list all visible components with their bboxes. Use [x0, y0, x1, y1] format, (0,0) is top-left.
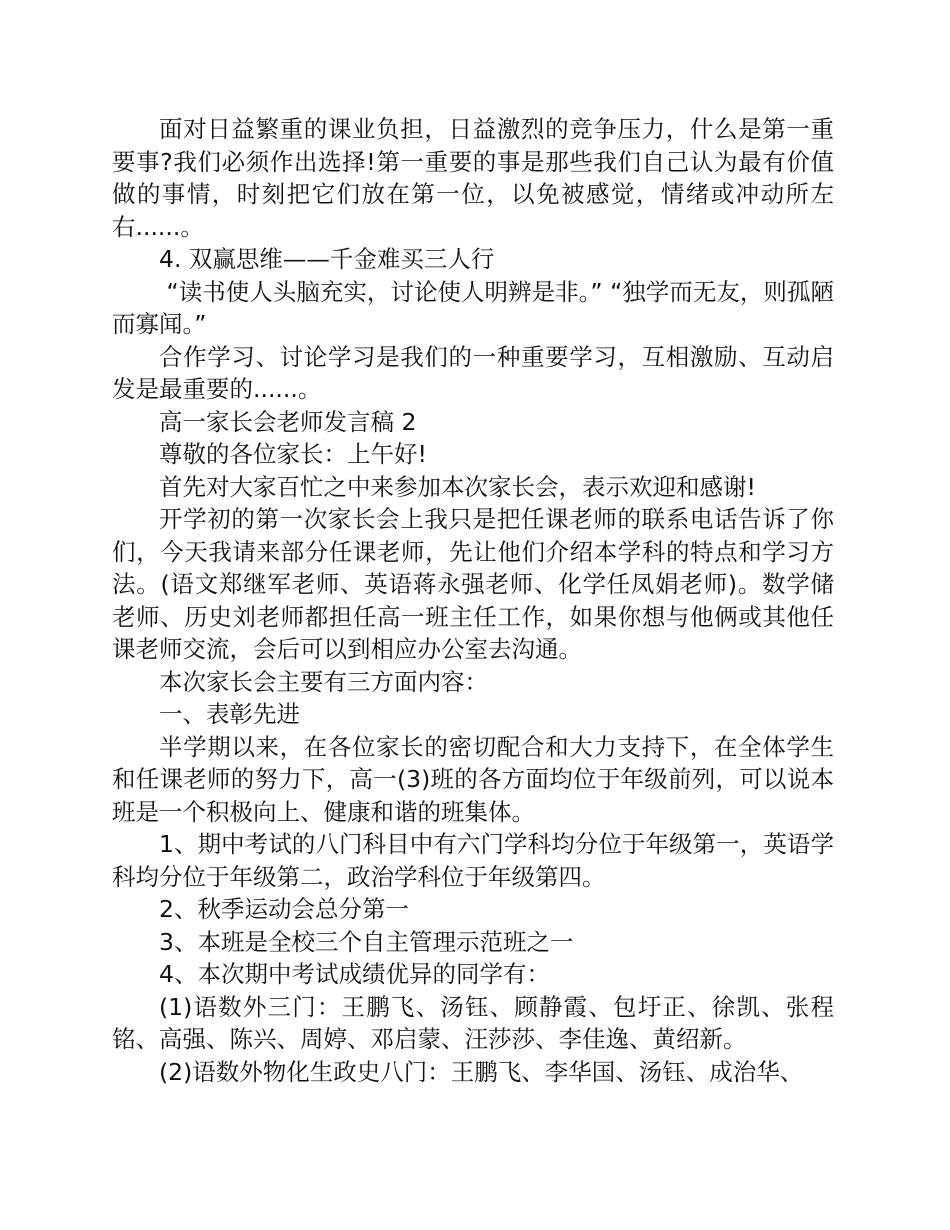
list-item: 4、本次期中考试成绩优异的同学有：: [159, 960, 550, 988]
list-item: 2、秋季运动会总分第一: [159, 895, 409, 923]
list-item: (1)语数外三门：王鹏飞、汤钰、顾静霞、包圩正、徐凯、张程铭、高强、陈兴、周婷、邓启蒙、汪莎莎、李佳逸、黄绍新。: [112, 992, 834, 1053]
section-heading: 4. 双赢思维——千金难买三人行: [159, 245, 495, 273]
document-page: [112, 113, 834, 1088]
list-item: 1、期中考试的八门科目中有六门学科均分位于年级第一，英语学科均分位于年级第二，政治学科位于年级第四。: [112, 830, 834, 891]
document-title: 高一家长会老师发言稿 2: [159, 407, 417, 436]
paragraph: 首先对大家百忙之中来参加本次家长会，表示欢迎和感谢!: [159, 472, 756, 501]
paragraph: 半学期以来，在各位家长的密切配合和大力支持下，在全体学生和任课老师的努力下，高一(3)班的各方面均位于年级前列，可以说本班是一个积极向上、健康和谐的班集体。: [112, 732, 834, 826]
list-item: 3、本班是全校三个自主管理示范班之一: [159, 927, 574, 956]
section-heading: 一、表彰先进: [159, 700, 300, 728]
paragraph: 面对日益繁重的课业负担，日益激烈的竞争压力，什么是第一重要事?我们必须作出选择!第一重要的事是那些我们自己认为最有价值做的事情，时刻把它们放在第一位，以免被感觉，情绪或冲动所左右......。: [112, 115, 834, 241]
paragraph: 合作学习、讨论学习是我们的一种重要学习，互相激励、互动启发是最重要的......。: [112, 342, 834, 403]
greeting: 尊敬的各位家长：上午好!: [159, 440, 427, 468]
list-item: (2)语数外物化生政史八门：王鹏飞、李华国、汤钰、成治华、: [159, 1057, 804, 1086]
quote-paragraph: “读书使人头脑充实，讨论使人明辨是非。” “独学而无友，则孤陋而寡闻。”: [112, 277, 834, 338]
paragraph: 开学初的第一次家长会上我只是把任课老师的联系电话告诉了你们，今天我请来部分任课老师，先让他们介绍本学科的特点和学习方法。(语文郑继军老师、英语蒋永强老师、化学任凤娟老师)。数学储老师、历史刘老师都担任高一班主任工作，如果你想与他俩或其他任课老师交流，会后可以到相应办公室去沟通。: [112, 505, 834, 663]
paragraph: 本次家长会主要有三方面内容：: [159, 667, 488, 696]
